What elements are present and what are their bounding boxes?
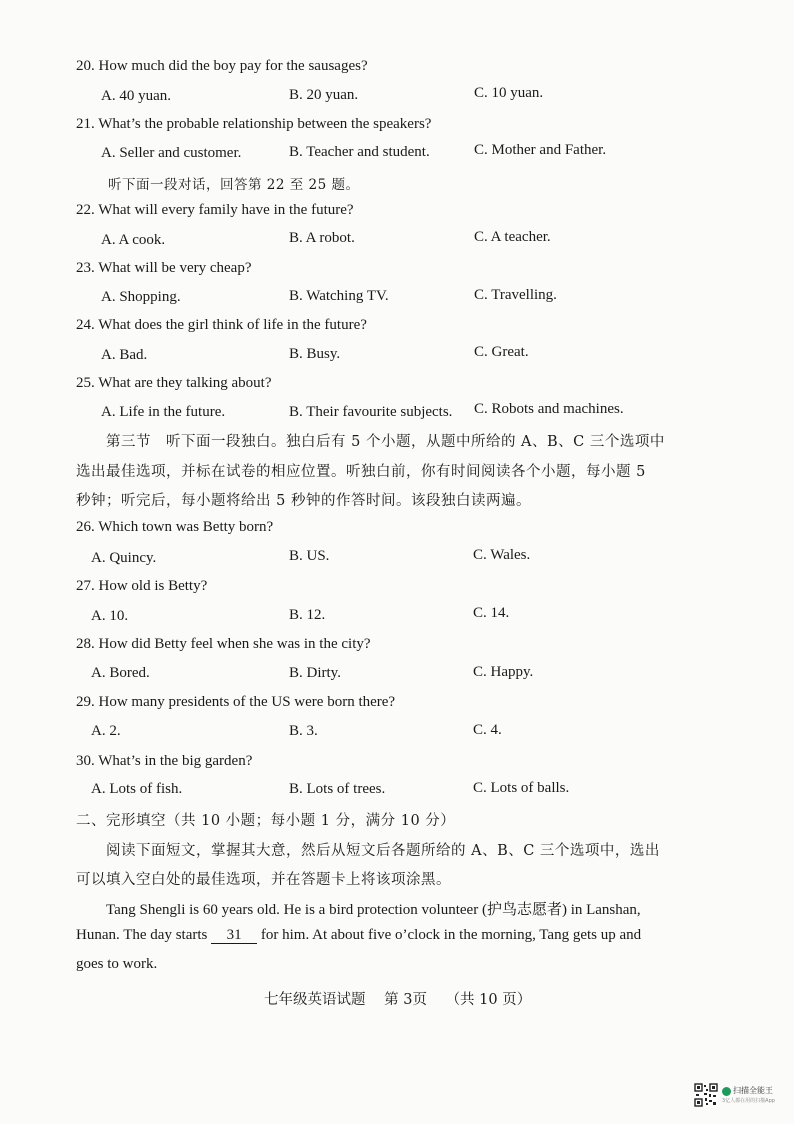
q30-option-b: B. Lots of trees. — [289, 781, 386, 797]
q22-option-b: B. A robot. — [289, 230, 355, 246]
footer-total-pages: （共 10 页） — [445, 992, 532, 1008]
qr-code-icon — [694, 1083, 718, 1107]
q25-option-b: B. Their favourite subjects. — [289, 404, 453, 420]
scanner-name: 扫描全能王 — [733, 1086, 773, 1095]
footer-exam-title: 七年级英语试题 — [264, 992, 366, 1008]
q20-option-a: A. 40 yuan. — [101, 88, 171, 104]
question-21: 21. What’s the probable relationship between the speakers? — [76, 116, 432, 132]
q25-option-a: A. Life in the future. — [101, 404, 226, 420]
question-29: 29. How many presidents of the US were born there? — [76, 694, 396, 710]
q26-option-b: B. US. — [289, 548, 330, 564]
q27-option-c: C. 14. — [473, 605, 510, 621]
q30-option-c: C. Lots of balls. — [473, 780, 570, 796]
scanner-watermark — [722, 1085, 786, 1107]
q25-option-c: C. Robots and machines. — [474, 401, 624, 417]
q28-option-a: A. Bored. — [91, 665, 150, 681]
dialogue-instruction: 听下面一段对话，回答第 22 至 25 题。 — [108, 177, 360, 193]
passage-line-2-end: for him. At about five o’clock in the morning, Tang gets up and — [260, 927, 642, 943]
question-28: 28. How did Betty feel when she was in the city? — [76, 636, 371, 652]
q26-option-a: A. Quincy. — [91, 550, 157, 566]
question-22: 22. What will every family have in the future? — [76, 202, 354, 218]
section3-instruction-line2: 选出最佳选项，并标在试卷的相应位置。听独白前，你有时间阅读各个小题，每小题 5 — [76, 464, 646, 480]
question-23: 23. What will be very cheap? — [76, 260, 252, 276]
scanner-logo-icon — [722, 1087, 731, 1096]
part2-instruction-line2: 可以填入空白处的最佳选项，并在答题卡上将该项涂黑。 — [76, 872, 451, 888]
q23-option-b: B. Watching TV. — [289, 288, 389, 304]
q27-option-a: A. 10. — [91, 608, 129, 624]
question-27: 27. How old is Betty? — [76, 578, 208, 594]
q21-option-b: B. Teacher and student. — [289, 144, 430, 160]
q26-option-c: C. Wales. — [473, 547, 531, 563]
section3-instruction-line1: 第三节 听下面一段独白。独白后有 5 个小题，从题中所给的 A、B、C 三个选项中 — [106, 434, 665, 450]
question-24: 24. What does the girl think of life in the future? — [76, 317, 367, 333]
q29-option-c: C. 4. — [473, 722, 502, 738]
part2-instruction-line1: 阅读下面短文，掌握其大意，然后从短文后各题所给的 A、B、C 三个选项中，选出 — [106, 843, 660, 859]
part2-heading: 二、完形填空（共 10 小题；每小题 1 分，满分 10 分） — [76, 813, 456, 829]
question-25: 25. What are they talking about? — [76, 375, 272, 391]
q28-option-b: B. Dirty. — [289, 665, 341, 681]
q24-option-c: C. Great. — [474, 344, 529, 360]
passage-line-1: Tang Shengli is 60 years old. He is a bird protection volunteer (护鸟志愿者) in Lanshan, — [106, 902, 641, 918]
passage-line-2 — [76, 927, 641, 944]
passage-line-3: goes to work. — [76, 956, 158, 972]
scanner-tagline: 3亿人都在用的扫描App — [722, 1098, 775, 1104]
q21-option-c: C. Mother and Father. — [474, 142, 607, 158]
q21-option-a: A. Seller and customer. — [101, 145, 242, 161]
q22-option-a: A. A cook. — [101, 232, 166, 248]
q24-option-b: B. Busy. — [289, 346, 341, 362]
q27-option-b: B. 12. — [289, 607, 326, 623]
q20-option-b: B. 20 yuan. — [289, 87, 359, 103]
q30-option-a: A. Lots of fish. — [91, 781, 183, 797]
page-footer — [264, 988, 545, 1009]
question-30: 30. What’s in the big garden? — [76, 753, 253, 769]
q20-option-c: C. 10 yuan. — [474, 85, 544, 101]
q29-option-a: A. 2. — [91, 723, 121, 739]
question-20: 20. How much did the boy pay for the sausages? — [76, 58, 368, 74]
blank-31: 31 — [211, 927, 257, 944]
question-26: 26. Which town was Betty born? — [76, 519, 274, 535]
passage-line-2-start: Hunan. The day starts — [76, 927, 208, 943]
footer-page-number: 第 3页 — [384, 992, 427, 1008]
q23-option-a: A. Shopping. — [101, 289, 181, 305]
q28-option-c: C. Happy. — [473, 664, 534, 680]
section3-instruction-line3: 秒钟；听完后，每小题将给出 5 秒钟的作答时间。该段独白读两遍。 — [76, 493, 531, 509]
q24-option-a: A. Bad. — [101, 347, 148, 363]
q29-option-b: B. 3. — [289, 723, 318, 739]
q22-option-c: C. A teacher. — [474, 229, 551, 245]
q23-option-c: C. Travelling. — [474, 287, 557, 303]
